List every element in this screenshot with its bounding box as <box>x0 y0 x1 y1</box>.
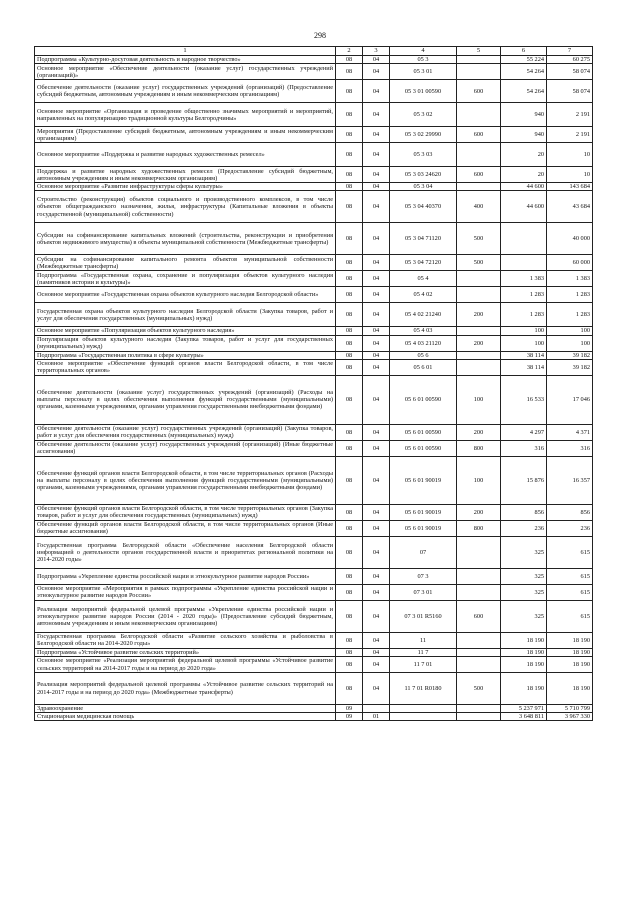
cell-name: Мероприятия (Предоставление субсидий бюджетным, автономным учреждениям и иным некоммерческим организациям) <box>35 127 336 143</box>
cell-year-2: 2 191 <box>547 127 593 143</box>
cell-target-article: 05 3 01 00590 <box>390 80 457 103</box>
header-cell-year-1: 6 <box>501 47 547 56</box>
cell-expense-type <box>457 359 501 375</box>
cell-year-1 <box>501 223 547 255</box>
cell-expense-type <box>457 713 501 721</box>
cell-expense-type <box>457 143 501 167</box>
cell-target-article: 05 4 02 <box>390 287 457 303</box>
cell-subsection: 04 <box>363 143 390 167</box>
cell-year-1: 54 264 <box>501 64 547 80</box>
cell-subsection: 04 <box>363 80 390 103</box>
cell-year-2: 2 191 <box>547 103 593 127</box>
cell-name: Подпрограмма «Устойчивое развитие сельских территорий» <box>35 648 336 656</box>
cell-year-1: 100 <box>501 327 547 335</box>
cell-expense-type: 500 <box>457 673 501 705</box>
cell-expense-type: 600 <box>457 167 501 183</box>
cell-target-article: 05 6 <box>390 351 457 359</box>
cell-name: Подпрограмма «Укрепление единства российской нации и этнокультурное развитие народов России» <box>35 568 336 584</box>
cell-year-1: 3 648 811 <box>501 713 547 721</box>
cell-year-2: 4 371 <box>547 424 593 440</box>
cell-year-2: 100 <box>547 327 593 335</box>
table-row <box>35 568 593 584</box>
cell-year-1 <box>501 255 547 271</box>
cell-year-2: 236 <box>547 520 593 536</box>
cell-target-article <box>390 713 457 721</box>
cell-name: Основное мероприятие «Реализация мероприятий федеральной целевой программы «Устойчивое развитие сельских территорий на 2014-2017 годы и на период до 2020 года» <box>35 657 336 673</box>
budget-table <box>34 46 593 721</box>
cell-name: Обеспечение деятельности (оказание услуг) государственных учреждений (организаций) (Расходы на выплаты персоналу в целях обеспечения выполнения функций государственными (муниципальными) органами, казенными учреждениями, органами управления государственными внебюджетными фондами) <box>35 375 336 424</box>
cell-subsection: 04 <box>363 657 390 673</box>
cell-target-article: 05 6 01 00590 <box>390 424 457 440</box>
cell-year-2: 615 <box>547 600 593 632</box>
cell-subsection: 01 <box>363 713 390 721</box>
cell-year-2: 18 190 <box>547 648 593 656</box>
cell-target-article: 05 6 01 00590 <box>390 440 457 456</box>
cell-expense-type: 100 <box>457 375 501 424</box>
cell-section: 08 <box>336 359 363 375</box>
cell-year-2: 18 190 <box>547 632 593 648</box>
cell-expense-type <box>457 64 501 80</box>
cell-expense-type: 800 <box>457 520 501 536</box>
cell-section: 08 <box>336 673 363 705</box>
table-row <box>35 303 593 327</box>
cell-year-1: 18 190 <box>501 657 547 673</box>
cell-subsection: 04 <box>363 359 390 375</box>
cell-subsection: 04 <box>363 648 390 656</box>
cell-target-article: 05 3 02 <box>390 103 457 127</box>
cell-name: Реализация мероприятий федеральной целевой программы «Устойчивое развитие сельских территорий на 2014-2017 годы и на период до 2020 года» (Межбюджетные трансферты) <box>35 673 336 705</box>
cell-target-article: 05 3 02 29990 <box>390 127 457 143</box>
cell-year-2: 10 <box>547 167 593 183</box>
cell-subsection: 04 <box>363 568 390 584</box>
cell-year-1: 940 <box>501 103 547 127</box>
cell-subsection: 04 <box>363 271 390 287</box>
cell-year-1: 18 190 <box>501 632 547 648</box>
cell-subsection: 04 <box>363 64 390 80</box>
cell-year-2: 5 710 799 <box>547 705 593 713</box>
cell-expense-type <box>457 103 501 127</box>
table-row <box>35 536 593 568</box>
cell-year-1: 316 <box>501 440 547 456</box>
cell-expense-type <box>457 657 501 673</box>
cell-subsection: 04 <box>363 335 390 351</box>
cell-name: Основное мероприятие «Государственная охрана объектов культурного наследия Белгородской области» <box>35 287 336 303</box>
cell-year-1: 325 <box>501 536 547 568</box>
cell-subsection: 04 <box>363 127 390 143</box>
cell-section: 08 <box>336 223 363 255</box>
cell-year-2: 1 383 <box>547 271 593 287</box>
cell-subsection: 04 <box>363 673 390 705</box>
cell-name: Субсидии на софинансирование капитальных вложений (строительства, реконструкции и приобретения объектов недвижимого имущества) в объекты муниципальной собственности (Межбюджетные трансферты) <box>35 223 336 255</box>
cell-year-1: 44 600 <box>501 191 547 223</box>
cell-section: 08 <box>336 335 363 351</box>
cell-subsection: 04 <box>363 191 390 223</box>
table-row <box>35 335 593 351</box>
cell-year-2: 16 357 <box>547 456 593 504</box>
table-row <box>35 127 593 143</box>
cell-section: 08 <box>336 56 363 64</box>
cell-expense-type: 200 <box>457 424 501 440</box>
table-row <box>35 80 593 103</box>
cell-subsection: 04 <box>363 255 390 271</box>
table-row <box>35 648 593 656</box>
cell-expense-type <box>457 584 501 600</box>
cell-section: 08 <box>336 440 363 456</box>
cell-subsection: 04 <box>363 167 390 183</box>
cell-year-1: 54 264 <box>501 80 547 103</box>
cell-subsection: 04 <box>363 303 390 327</box>
cell-year-2: 39 182 <box>547 351 593 359</box>
cell-year-1: 38 114 <box>501 359 547 375</box>
cell-year-2: 615 <box>547 536 593 568</box>
cell-expense-type <box>457 568 501 584</box>
cell-section: 08 <box>336 568 363 584</box>
cell-subsection: 04 <box>363 520 390 536</box>
table-row <box>35 56 593 64</box>
cell-target-article: 07 <box>390 536 457 568</box>
table-row <box>35 657 593 673</box>
cell-section: 08 <box>336 584 363 600</box>
table-row <box>35 673 593 705</box>
header-cell-name: 1 <box>35 47 336 56</box>
cell-year-2: 40 000 <box>547 223 593 255</box>
cell-section: 08 <box>336 255 363 271</box>
cell-subsection: 04 <box>363 223 390 255</box>
cell-target-article: 05 3 04 72120 <box>390 255 457 271</box>
cell-expense-type: 600 <box>457 80 501 103</box>
cell-target-article: 05 6 01 90019 <box>390 456 457 504</box>
header-cell-target-article: 4 <box>390 47 457 56</box>
cell-section: 08 <box>336 127 363 143</box>
cell-subsection: 04 <box>363 56 390 64</box>
cell-expense-type: 800 <box>457 440 501 456</box>
cell-subsection: 04 <box>363 183 390 191</box>
cell-target-article: 05 3 01 <box>390 64 457 80</box>
cell-name: Поддержка и развитие народных художественных ремесел (Предоставление субсидий бюджетным, автономным учреждениям и иным некоммерческим организациям) <box>35 167 336 183</box>
header-cell-section: 2 <box>336 47 363 56</box>
cell-subsection: 04 <box>363 440 390 456</box>
cell-year-2: 58 074 <box>547 80 593 103</box>
cell-target-article: 05 6 01 <box>390 359 457 375</box>
cell-year-2: 10 <box>547 143 593 167</box>
cell-subsection: 04 <box>363 456 390 504</box>
table-row <box>35 520 593 536</box>
cell-year-2: 316 <box>547 440 593 456</box>
cell-section: 08 <box>336 167 363 183</box>
cell-expense-type: 200 <box>457 303 501 327</box>
cell-year-1: 20 <box>501 143 547 167</box>
cell-section: 08 <box>336 183 363 191</box>
cell-target-article: 05 6 01 90019 <box>390 504 457 520</box>
cell-year-2: 1 283 <box>547 287 593 303</box>
cell-expense-type <box>457 536 501 568</box>
cell-expense-type: 500 <box>457 255 501 271</box>
cell-expense-type <box>457 56 501 64</box>
cell-expense-type: 100 <box>457 456 501 504</box>
table-row <box>35 103 593 127</box>
table-row <box>35 64 593 80</box>
cell-name: Подпрограмма «Государственная политика в сфере культуры» <box>35 351 336 359</box>
cell-expense-type <box>457 648 501 656</box>
cell-year-1: 325 <box>501 584 547 600</box>
table-row <box>35 504 593 520</box>
cell-year-2: 3 967 330 <box>547 713 593 721</box>
cell-year-2: 39 182 <box>547 359 593 375</box>
cell-name: Основное мероприятие «Обеспечение функций органов власти Белгородской области, в том числе территориальных органов» <box>35 359 336 375</box>
cell-year-2: 856 <box>547 504 593 520</box>
cell-subsection: 04 <box>363 327 390 335</box>
cell-year-2: 60 275 <box>547 56 593 64</box>
cell-target-article: 05 4 <box>390 271 457 287</box>
cell-name: Подпрограмма «Государственная охрана, сохранение и популяризация объектов культурного наследия (памятников истории и культуры)» <box>35 271 336 287</box>
cell-target-article: 07 3 <box>390 568 457 584</box>
table-row <box>35 705 593 713</box>
cell-target-article: 05 3 04 40370 <box>390 191 457 223</box>
cell-year-1: 325 <box>501 568 547 584</box>
cell-target-article: 05 6 01 90019 <box>390 520 457 536</box>
cell-target-article <box>390 705 457 713</box>
cell-section: 08 <box>336 520 363 536</box>
cell-target-article: 11 7 01 R0180 <box>390 673 457 705</box>
cell-name: Основное мероприятие «Организация и проведение общественно значимых мероприятий и мероприятий, направленных на популяризацию традиционной культуры Белгородчины» <box>35 103 336 127</box>
cell-year-1: 16 533 <box>501 375 547 424</box>
cell-target-article: 11 7 01 <box>390 657 457 673</box>
cell-name: Обеспечение деятельности (оказание услуг) государственных учреждений (организаций) (Иные бюджетные ассигнования) <box>35 440 336 456</box>
page-number: 298 <box>314 31 326 40</box>
cell-year-1: 1 283 <box>501 287 547 303</box>
cell-section: 08 <box>336 271 363 287</box>
cell-section: 09 <box>336 713 363 721</box>
table-row <box>35 287 593 303</box>
cell-target-article: 11 7 <box>390 648 457 656</box>
cell-section: 08 <box>336 456 363 504</box>
cell-subsection <box>363 705 390 713</box>
cell-year-2: 18 190 <box>547 673 593 705</box>
cell-year-1: 18 190 <box>501 648 547 656</box>
table-row <box>35 456 593 504</box>
cell-expense-type <box>457 327 501 335</box>
cell-target-article: 05 3 04 <box>390 183 457 191</box>
cell-year-1: 20 <box>501 167 547 183</box>
table-row <box>35 143 593 167</box>
cell-section: 08 <box>336 143 363 167</box>
cell-expense-type <box>457 632 501 648</box>
cell-section: 08 <box>336 375 363 424</box>
cell-expense-type: 500 <box>457 223 501 255</box>
cell-name: Обеспечение деятельности (оказание услуг) государственных учреждений (организаций) (Закупка товаров, работ и услуг для обеспечения государственных (муниципальных) нужд) <box>35 424 336 440</box>
cell-target-article: 07 3 01 R5160 <box>390 600 457 632</box>
cell-section: 09 <box>336 705 363 713</box>
cell-target-article: 05 4 02 21240 <box>390 303 457 327</box>
table-row <box>35 584 593 600</box>
cell-year-1: 5 237 971 <box>501 705 547 713</box>
cell-year-2: 58 074 <box>547 64 593 80</box>
cell-name: Обеспечение деятельности (оказание услуг) государственных учреждений (организаций) (Предоставление субсидий бюджетным, автономным учреждениям и иным некоммерческим организациям) <box>35 80 336 103</box>
cell-name: Здравоохранение <box>35 705 336 713</box>
cell-section: 08 <box>336 351 363 359</box>
cell-subsection: 04 <box>363 287 390 303</box>
cell-section: 08 <box>336 103 363 127</box>
cell-year-2: 17 046 <box>547 375 593 424</box>
cell-name: Основное мероприятие «Развитие инфраструктуры сферы культуры» <box>35 183 336 191</box>
cell-subsection: 04 <box>363 584 390 600</box>
table-row <box>35 359 593 375</box>
cell-year-1: 856 <box>501 504 547 520</box>
cell-name: Основное мероприятие «Мероприятия в рамках подпрограммы «Укрепление единства российской нации и этнокультурное развитие народов России» <box>35 584 336 600</box>
cell-subsection: 04 <box>363 351 390 359</box>
cell-section: 08 <box>336 287 363 303</box>
cell-section: 08 <box>336 424 363 440</box>
cell-expense-type: 200 <box>457 335 501 351</box>
cell-subsection: 04 <box>363 632 390 648</box>
cell-year-1: 1 283 <box>501 303 547 327</box>
cell-subsection: 04 <box>363 504 390 520</box>
cell-section: 08 <box>336 600 363 632</box>
cell-year-1: 55 224 <box>501 56 547 64</box>
cell-expense-type: 400 <box>457 191 501 223</box>
cell-expense-type <box>457 351 501 359</box>
header-cell-year-2: 7 <box>547 47 593 56</box>
cell-name: Реализация мероприятий федеральной целевой программы «Укрепление единства российской нации и этнокультурное развитие народов России (2014 - 2020 годы)» (Предоставление субсидий бюджетным, автономным учреждениям и иным некоммерческим организациям) <box>35 600 336 632</box>
cell-section: 08 <box>336 303 363 327</box>
cell-target-article: 05 6 01 00590 <box>390 375 457 424</box>
cell-name: Обеспечение функций органов власти Белгородской области, в том числе территориальных органов (Закупка товаров, работ и услуг для обеспечения государственных (муниципальных) нужд) <box>35 504 336 520</box>
cell-name: Государственная программа Белгородской области «Обеспечение населения Белгородской области информацией о деятельности органов государственной власти и приоритетах региональной политики на 2014-2020 годы» <box>35 536 336 568</box>
cell-subsection: 04 <box>363 103 390 127</box>
cell-expense-type <box>457 287 501 303</box>
cell-name: Обеспечение функций органов власти Белгородской области, в том числе территориальных органов (Расходы на выплаты персоналу в целях обеспечения выполнения функций государственными (муниципальными) органами, казенными учреждениями, органами управления государственными внебюджетными фондами) <box>35 456 336 504</box>
cell-subsection: 04 <box>363 375 390 424</box>
cell-year-1: 940 <box>501 127 547 143</box>
cell-year-2: 18 190 <box>547 657 593 673</box>
cell-expense-type <box>457 271 501 287</box>
cell-section: 08 <box>336 504 363 520</box>
cell-year-1: 18 190 <box>501 673 547 705</box>
cell-expense-type: 200 <box>457 504 501 520</box>
cell-target-article: 05 3 03 24620 <box>390 167 457 183</box>
cell-target-article: 05 4 03 21120 <box>390 335 457 351</box>
cell-subsection: 04 <box>363 600 390 632</box>
cell-name: Строительство (реконструкция) объектов социального и производственного комплексов, в том числе объектов общегражданского назначения, жилья, инфраструктуры (Капитальные вложения в объекты государственной (муниципальной) собственности) <box>35 191 336 223</box>
cell-target-article: 05 4 03 <box>390 327 457 335</box>
header-cell-expense-type: 5 <box>457 47 501 56</box>
cell-target-article: 05 3 03 <box>390 143 457 167</box>
cell-year-2: 60 000 <box>547 255 593 271</box>
cell-section: 08 <box>336 648 363 656</box>
cell-name: Основное мероприятие «Обеспечение деятельности (оказание услуг) государственных учреждений (организаций)» <box>35 64 336 80</box>
cell-year-1: 236 <box>501 520 547 536</box>
cell-year-1: 325 <box>501 600 547 632</box>
cell-target-article: 05 3 <box>390 56 457 64</box>
cell-section: 08 <box>336 632 363 648</box>
table-row <box>35 167 593 183</box>
cell-name: Государственная программа Белгородской области «Развитие сельского хозяйства и рыболовства в Белгородской области на 2014-2020 годы» <box>35 632 336 648</box>
table-row <box>35 440 593 456</box>
cell-section: 08 <box>336 80 363 103</box>
cell-target-article: 05 3 04 71120 <box>390 223 457 255</box>
cell-section: 08 <box>336 191 363 223</box>
table-row <box>35 191 593 223</box>
table-row <box>35 713 593 721</box>
table-row <box>35 351 593 359</box>
cell-year-2: 143 684 <box>547 183 593 191</box>
cell-section: 08 <box>336 536 363 568</box>
cell-expense-type <box>457 705 501 713</box>
table-header-row <box>35 47 593 56</box>
table-row <box>35 223 593 255</box>
cell-year-2: 43 684 <box>547 191 593 223</box>
cell-year-1: 100 <box>501 335 547 351</box>
header-cell-subsection: 3 <box>363 47 390 56</box>
table-row <box>35 183 593 191</box>
cell-year-2: 1 283 <box>547 303 593 327</box>
cell-year-1: 44 600 <box>501 183 547 191</box>
cell-expense-type: 600 <box>457 600 501 632</box>
cell-year-2: 100 <box>547 335 593 351</box>
cell-year-1: 38 114 <box>501 351 547 359</box>
cell-name: Обеспечение функций органов власти Белгородской области, в том числе территориальных органов (Иные бюджетные ассигнования) <box>35 520 336 536</box>
cell-year-1: 1 383 <box>501 271 547 287</box>
cell-year-1: 4 297 <box>501 424 547 440</box>
cell-section: 08 <box>336 657 363 673</box>
table-row <box>35 271 593 287</box>
cell-target-article: 07 3 01 <box>390 584 457 600</box>
cell-name: Подпрограмма «Культурно-досуговая деятельность и народное творчество» <box>35 56 336 64</box>
cell-section: 08 <box>336 64 363 80</box>
cell-year-1: 15 876 <box>501 456 547 504</box>
cell-name: Основное мероприятие «Поддержка и развитие народных художественных ремесел» <box>35 143 336 167</box>
cell-name: Субсидии на софинансирование капитального ремонта объектов муниципальной собственности (Межбюджетные трансферты) <box>35 255 336 271</box>
cell-expense-type <box>457 183 501 191</box>
table-row <box>35 375 593 424</box>
cell-section: 08 <box>336 327 363 335</box>
cell-target-article: 11 <box>390 632 457 648</box>
table-row <box>35 327 593 335</box>
table-row <box>35 255 593 271</box>
cell-expense-type: 600 <box>457 127 501 143</box>
table-row <box>35 632 593 648</box>
cell-name: Популяризация объектов культурного наследия (Закупка товаров, работ и услуг для государственных (муниципальных) нужд) <box>35 335 336 351</box>
table-row <box>35 424 593 440</box>
cell-year-2: 615 <box>547 568 593 584</box>
cell-name: Государственная охрана объектов культурного наследия Белгородской области (Закупка товаров, работ и услуг для обеспечения государственных (муниципальных) нужд) <box>35 303 336 327</box>
cell-subsection: 04 <box>363 424 390 440</box>
cell-name: Стационарная медицинская помощь <box>35 713 336 721</box>
cell-year-2: 615 <box>547 584 593 600</box>
cell-name: Основное мероприятие «Популяризация объектов культурного наследия» <box>35 327 336 335</box>
cell-subsection: 04 <box>363 536 390 568</box>
table-row <box>35 600 593 632</box>
